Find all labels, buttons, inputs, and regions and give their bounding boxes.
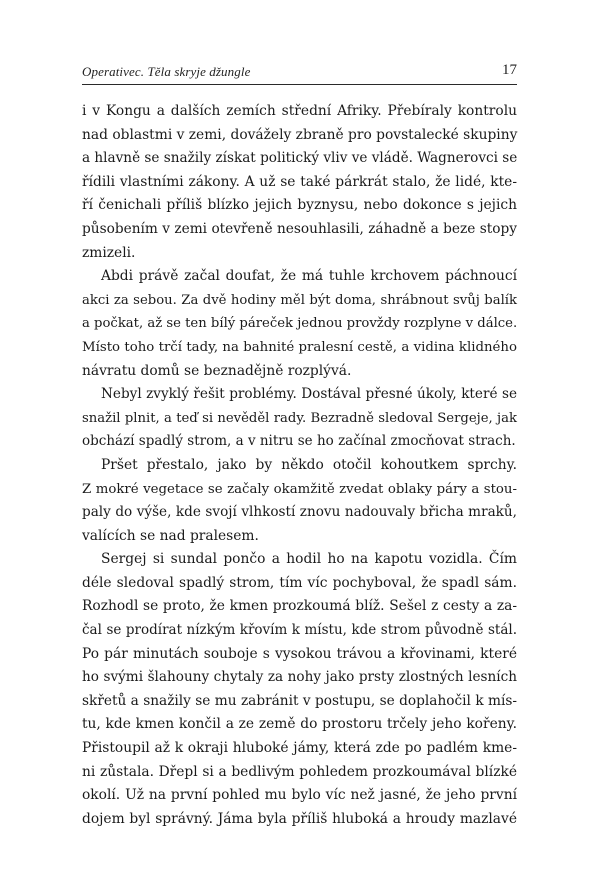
text-line: Sergej si sundal pončo a hodil ho na kapotu vozidla. Čím bbox=[101, 551, 517, 568]
running-header bbox=[82, 64, 517, 85]
text-line: a počkat, až se ten bílý páreček jednou provždy rozplyne v dálce. bbox=[82, 316, 518, 332]
text-line: Z mokré vegetace se začaly okamžitě zvedat oblaky páry a stou- bbox=[82, 481, 517, 497]
text-line: déle sledoval spadlý strom, tím víc pochyboval, že spadl sám. bbox=[82, 574, 517, 591]
text-line: Místo toho trčí tady, na bahnité pralesní cestě, a vidina klidného bbox=[82, 339, 517, 355]
text-line: zmizeli. bbox=[82, 244, 136, 261]
text-line: dojem byl správný. Jáma byla příliš hluboká a hroudy mazlavé bbox=[82, 810, 517, 827]
text-line: snažil plnit, a teď si nevěděl rady. Bezradně sledoval Sergeje, jak bbox=[82, 410, 517, 426]
text-line: ří čenichali příliš blízko jejich byznysu, nebo dokonce s jejich bbox=[82, 197, 517, 214]
text-line: návratu domů se beznadějně rozplývá. bbox=[82, 362, 352, 379]
text-line: Po pár minutách souboje s vysokou trávou a křovinami, které bbox=[82, 645, 517, 662]
text-line: Nebyl zvyklý řešit problémy. Dostával přesné úkoly, které se bbox=[101, 386, 517, 403]
text-line: valících se nad pralesem. bbox=[82, 527, 259, 544]
text-line: ho svými šlahouny chytaly za nohy jako prsty zlostných lesních bbox=[82, 669, 517, 686]
text-line: obchází spadlý strom, a v nitru se ho začínal zmocňovat strach. bbox=[82, 433, 516, 450]
text-line: a hlavně se snažily získat politický vliv ve vládě. Wagnerovci se bbox=[82, 150, 518, 167]
text-line: čal se prodírat nízkým křovím k místu, kde strom původně stál. bbox=[82, 622, 517, 639]
text-line: tu, kde kmen končil a ze země do prostoru trčely jeho kořeny. bbox=[82, 716, 517, 733]
running-title: Operativec. Těla skryje džungle bbox=[82, 64, 251, 79]
text-line: ni zůstala. Dřepl si a bedlivým pohledem prozkoumával blízké bbox=[82, 763, 517, 780]
text-line: řídili vlastními zákony. A už se také párkrát stalo, že lidé, kte- bbox=[82, 173, 517, 190]
text-line: Přistoupil až k okraji hluboké jámy, která zde po padlém kme- bbox=[82, 740, 517, 757]
text-line: paly do výše, kde svojí vlhkostí znovu nadouvaly břicha mraků, bbox=[82, 504, 517, 521]
text-line: akci za sebou. Za dvě hodiny měl být doma, shrábnout svůj balík bbox=[82, 292, 517, 308]
body-text bbox=[82, 100, 517, 831]
page-number: 17 bbox=[502, 62, 517, 78]
text-line: Pršet přestalo, jako by někdo otočil kohoutkem sprchy. bbox=[101, 456, 517, 473]
text-line: působením v zemi otevřeně nesouhlasili, záhadně a beze stopy bbox=[82, 220, 517, 237]
text-line: nad oblastmi v zemi, dovážely zbraně pro povstalecké skupiny bbox=[82, 126, 518, 143]
text-line: Abdi právě začal doufat, že má tuhle krchovem páchnoucí bbox=[101, 268, 517, 285]
text-line: i v Kongu a dalších zemích střední Afriky. Přebíraly kontrolu bbox=[82, 103, 517, 119]
text-line: okolí. Už na první pohled mu bylo víc než jasné, že jeho první bbox=[82, 787, 517, 804]
text-line: skřetů a snažily se mu zabránit v postupu, se doplahočil k mís- bbox=[82, 692, 517, 709]
text-line: Rozhodl se proto, že kmen prozkoumá blíž. Sešel z cesty a za- bbox=[82, 598, 517, 615]
